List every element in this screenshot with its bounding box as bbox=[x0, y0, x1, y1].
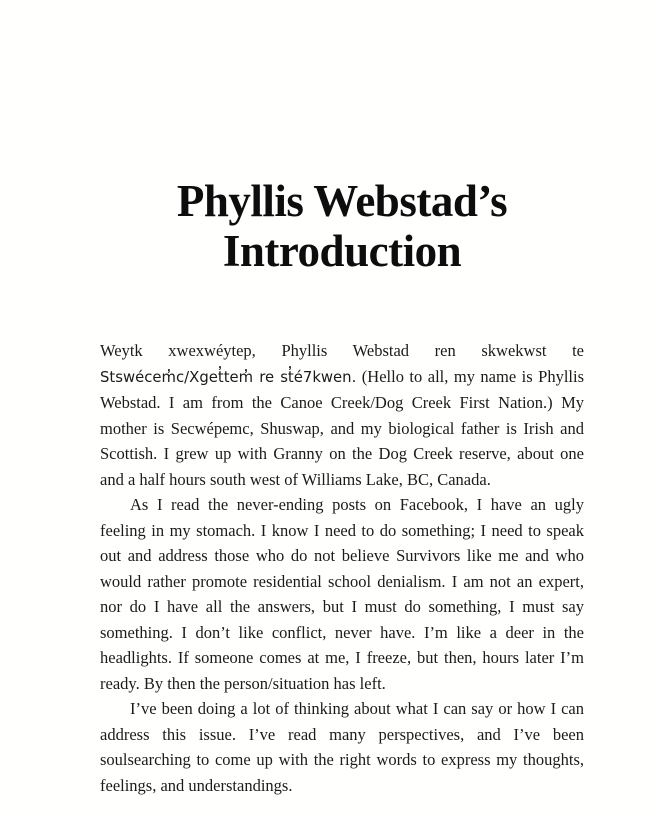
paragraph-1-translation: (Hello to all, my name is Phyllis Webstad. I am from the Canoe Creek/Dog Creek First Nation.) My mother is Secwépemc, Shuswap, and my biological father is Irish and Scottish. I grew up with Granny on the Dog Creek reserve, about one and a half hours south west of Williams Lake, BC, Canada. bbox=[100, 366, 584, 489]
paragraph-facebook-posts bbox=[100, 492, 584, 696]
paragraph-2-text: As I read the never-ending posts on Facebook, I have an ugly feeling in my stomach. I know I need to do something; I need to speak out and address those who do not believe Survivors like me and who would rather promote residential school denialism. I am not an expert, nor do I have all the answers, but I must do something, I must say something. I don’t like conflict, never have. I’m like a deer in the headlights. If someone comes at me, I freeze, but then, hours later I’m ready. By then the person/situation has left. bbox=[100, 495, 584, 693]
chapter-title bbox=[100, 176, 584, 276]
paragraph-3-text: I’ve been doing a lot of thinking about what I can say or how I can address this issue. I’ve read many perspectives, and I’ve been soulsearching to come up with the right words to express my thoughts, feelings, and understandings. bbox=[100, 699, 584, 795]
chapter-title-line-2: Introduction bbox=[222, 226, 462, 277]
body-text bbox=[100, 338, 584, 798]
chapter-title-line-1: Phyllis Webstad’s bbox=[176, 176, 508, 227]
paragraph-thinking bbox=[100, 696, 584, 798]
paragraph-1-secwepemc-words: Stswécem̓c/Xget̓tem̓ re st̓é7kwen. bbox=[100, 367, 357, 386]
paragraph-1-greeting: Weytk xwexwéytep, Phyllis Webstad ren skwekwst te bbox=[100, 341, 584, 360]
paragraph-introduction-secwepemc bbox=[100, 338, 584, 492]
